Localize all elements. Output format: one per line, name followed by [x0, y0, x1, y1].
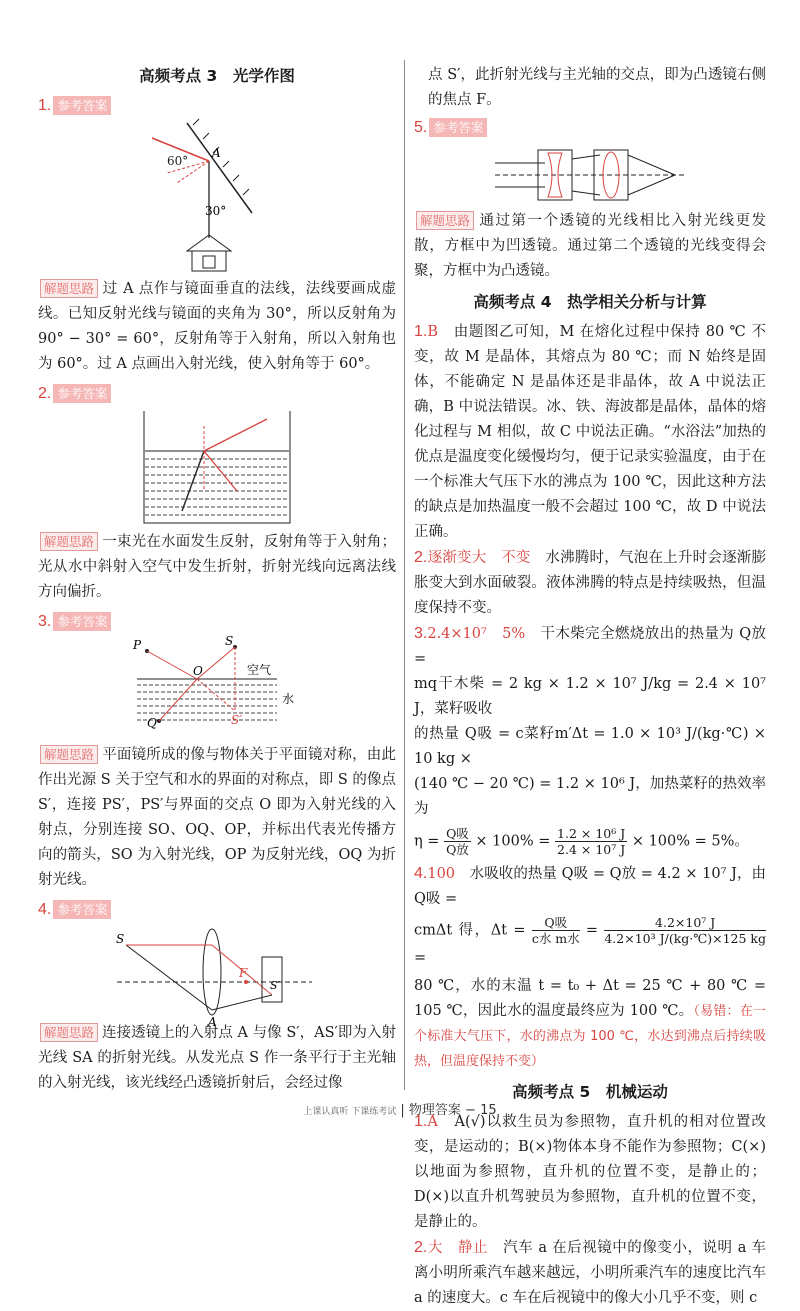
think-tag: 解题思路: [40, 532, 98, 551]
convex-lens-figure: [112, 927, 322, 1029]
light-source-figure: [117, 634, 317, 739]
operator: =: [585, 922, 599, 939]
footer-logo: 上课认真听 下课练考试: [303, 1107, 397, 1117]
question-number: 1.: [38, 97, 52, 114]
column-divider: [404, 60, 405, 1090]
think-tag: 解题思路: [40, 1023, 98, 1042]
think-tag: 解题思路: [40, 745, 98, 764]
explanation: 由题图乙可知，M 在熔化过程中保持 80 ℃ 不变，故 M 是晶体，其熔点为 80 ℃；而 N 始终是固体，不能确定 N 是晶体还是非晶体，故 A 中说法正确，B 中说法错误。冰、铁、海波都是晶体，晶体的熔化过程与 M 相似，故 C 中说法正确。“水浴法”加热的优点是温度变化缓慢均匀，便于记录实验温度，由于在一个标准大气压下水的沸点为 100 ℃，因此这种方法的缺点是加热温度一般不会超过 100 ℃，故 D 中说法正确。: [414, 324, 767, 540]
operator: =: [414, 950, 427, 966]
explanation: 汽车 a 在后视镜中的像变小，说明 a 车离小明所乘汽车越来越远，小明所乘汽车的速度比汽车 a 的速度大。c 车在后视镜中的像大小几乎不变，则 c: [414, 1240, 767, 1306]
think-tag: 解题思路: [416, 211, 474, 230]
denominator: 2.4 × 10⁷ J: [557, 842, 626, 857]
source-s-label: S: [116, 932, 125, 946]
q4-continuation: 点 S′，此折射光线与主光轴的交点，即为凸透镜右侧的焦点 F。: [428, 67, 766, 108]
question-4: [38, 897, 396, 1096]
answer: 逐渐变大 不变: [427, 550, 531, 566]
footer-separator: |: [400, 1103, 405, 1118]
line: 80 ℃，水的末温 t = t₀ + Δt = 25 ℃ + 80 ℃ = 105 ℃，因此水的温度最终应为 100 ℃。: [414, 978, 766, 1019]
focus-f-label: F: [239, 966, 248, 980]
question-number: 3.: [38, 613, 52, 630]
think-tag: 解题思路: [40, 279, 98, 298]
section-title-4: 高频考点 4 热学相关分析与计算: [473, 293, 707, 311]
reference-answer-tag: 参考答案: [53, 900, 111, 919]
footer-page-label: 物理答案 − 15: [408, 1103, 497, 1118]
section-title-3: 高频考点 3 光学作图: [139, 67, 295, 85]
line: (140 ℃ − 20 ℃) = 1.2 × 10⁶ J，加热菜籽的热效率为: [414, 776, 766, 817]
water-label: 水: [282, 692, 295, 706]
motion-question-1: [414, 1109, 766, 1235]
line: 干木柴完全燃烧放出的热量为 Q放 =: [414, 626, 767, 667]
fraction: [604, 915, 766, 946]
numerator: 1.2 × 10⁶ J: [557, 826, 626, 841]
denominator: Q放: [446, 842, 469, 857]
fraction: [532, 915, 580, 946]
page-footer: [0, 1098, 800, 1125]
answer: 大 静止: [427, 1240, 489, 1256]
q3-explanation: 平面镜所成的像与物体关于平面镜对称，由此作出光源 S 关于空气和水的界面的对称点，即 S 的像点 S′，连接 PS′，PS′与界面的交点 O 即为入射光线的入射点，分别连接 SO、OQ、OP，并标出代表光传播方向的箭头，SO 为入射光线，OP 为反射光线，OQ 为折射光线。: [38, 747, 396, 888]
question-1: [38, 93, 396, 377]
mirror-reflection-figure: [147, 123, 287, 273]
question-number: 2.: [414, 1239, 428, 1256]
question-number: 2.: [414, 549, 428, 566]
explanation: A(√)以救生员为参照物，直升机的相对位置改变，是运动的；B(×)物体本身不能作为参照物；C(×)以地面为参照物，直升机的位置不变，是静止的；D(×)以直升机驾驶员为参照物，直升机的位置不变，是静止的。: [414, 1114, 766, 1230]
question-number: 5.: [414, 119, 428, 136]
delta-t-formula: [414, 915, 766, 971]
reference-answer-tag: 参考答案: [53, 96, 111, 115]
heat-question-2: [414, 545, 766, 621]
numerator: Q吸: [532, 915, 580, 931]
question-3: [38, 609, 396, 893]
left-column: [38, 58, 396, 1096]
explanation: 水沸腾时，气泡在上升时会逐渐膨胀变大到水面破裂。液体沸腾的特点是持续吸热，但温度保持不变。: [414, 550, 767, 616]
q2-explanation: 一束光在水面发生反射，反射角等于入射角；光从水中斜射入空气中发生折射，折射光线向远离法线方向偏折。: [38, 534, 396, 600]
question-number: 2.: [38, 385, 52, 402]
point-a-label: A: [212, 146, 221, 160]
heat-question-3: [414, 621, 766, 857]
water-refraction-figure: [142, 411, 292, 526]
answer: 2.4×10⁷ 5%: [427, 626, 526, 642]
answer: 100: [427, 866, 456, 882]
eta: η =: [414, 833, 440, 850]
denominator: c水 m水: [531, 931, 580, 946]
heat-question-1: [414, 319, 766, 545]
point-a-label: A: [208, 1015, 217, 1029]
result: × 100% = 5%。: [631, 833, 749, 850]
question-number: 1.: [414, 1113, 428, 1130]
image-s-prime-label: S′: [231, 713, 242, 727]
angle-60-label: 60°: [167, 154, 189, 168]
q5-explanation: 通过第一个透镜的光线相比入射光线更发散，方框中为凹透镜。通过第二个透镜的光线变得会聚，方框中为凸透镜。: [414, 213, 766, 279]
point-q-label: Q: [147, 716, 157, 730]
operator: × 100% =: [475, 833, 551, 850]
motion-question-2: [414, 1235, 766, 1311]
fraction: [555, 826, 627, 857]
fraction: [444, 826, 471, 857]
line: 水吸收的热量 Q吸 = Q放 = 4.2 × 10⁷ J，由 Q吸 =: [414, 866, 767, 907]
numerator: 4.2×10⁷ J: [604, 915, 766, 931]
handwritten-note: （易错：在一个标准大气压下，水的沸点为 100 ℃，水达到沸点后持续吸热，但温度保持不变）: [414, 1004, 766, 1069]
q4-explanation: 连接透镜上的入射点 A 与像 S′，AS′即为入射光线 SA 的折射光线。从发光点 S 作一条平行于主光轴的入射光线，该光线经凸透镜折射后，会经过像: [38, 1025, 396, 1091]
point-s-label: S: [225, 634, 234, 648]
question-number: 4.: [414, 865, 428, 882]
point-p-label: P: [133, 638, 142, 652]
air-label: 空气: [247, 663, 272, 677]
point-o-label: O: [193, 664, 203, 678]
numerator: Q吸: [446, 826, 469, 841]
reference-answer-tag: 参考答案: [53, 384, 111, 403]
question-5: [414, 115, 766, 284]
heat-question-4: [414, 861, 766, 1074]
denominator: 4.2×10³ J/(kg·℃)×125 kg: [604, 931, 766, 946]
image-s-prime-label: S′: [270, 979, 281, 992]
question-number: 3.: [414, 625, 428, 642]
section-title-5: 高频考点 5 机械运动: [512, 1083, 668, 1101]
line: 的热量 Q吸 = c菜籽m′Δt = 1.0 × 10³ J/(kg·℃) × 10 kg ×: [414, 726, 766, 767]
text: cmΔt 得，Δt =: [414, 922, 526, 939]
efficiency-formula: [414, 826, 766, 857]
answer: A: [427, 1114, 438, 1130]
question-2: [38, 381, 396, 605]
answer: B: [427, 324, 438, 340]
q1-explanation: 过 A 点作与镜面垂直的法线，法线要画成虚线。已知反射光线与镜面的夹角为 30°，所以反射角为 90° − 30° = 60°，反射角等于入射角，所以入射角也为 60°。过 A 点画出入射光线，使入射角等于 60°。: [38, 281, 396, 372]
question-number: 1.: [414, 323, 428, 340]
line: mq干木柴 = 2 kg × 1.2 × 10⁷ J/kg = 2.4 × 10⁷ J，菜籽吸收: [414, 676, 766, 717]
lens-box-figure: [490, 145, 690, 205]
angle-30-label: 30°: [205, 204, 227, 218]
reference-answer-tag: 参考答案: [53, 612, 111, 631]
question-number: 4.: [38, 901, 52, 918]
reference-answer-tag: 参考答案: [429, 118, 487, 137]
